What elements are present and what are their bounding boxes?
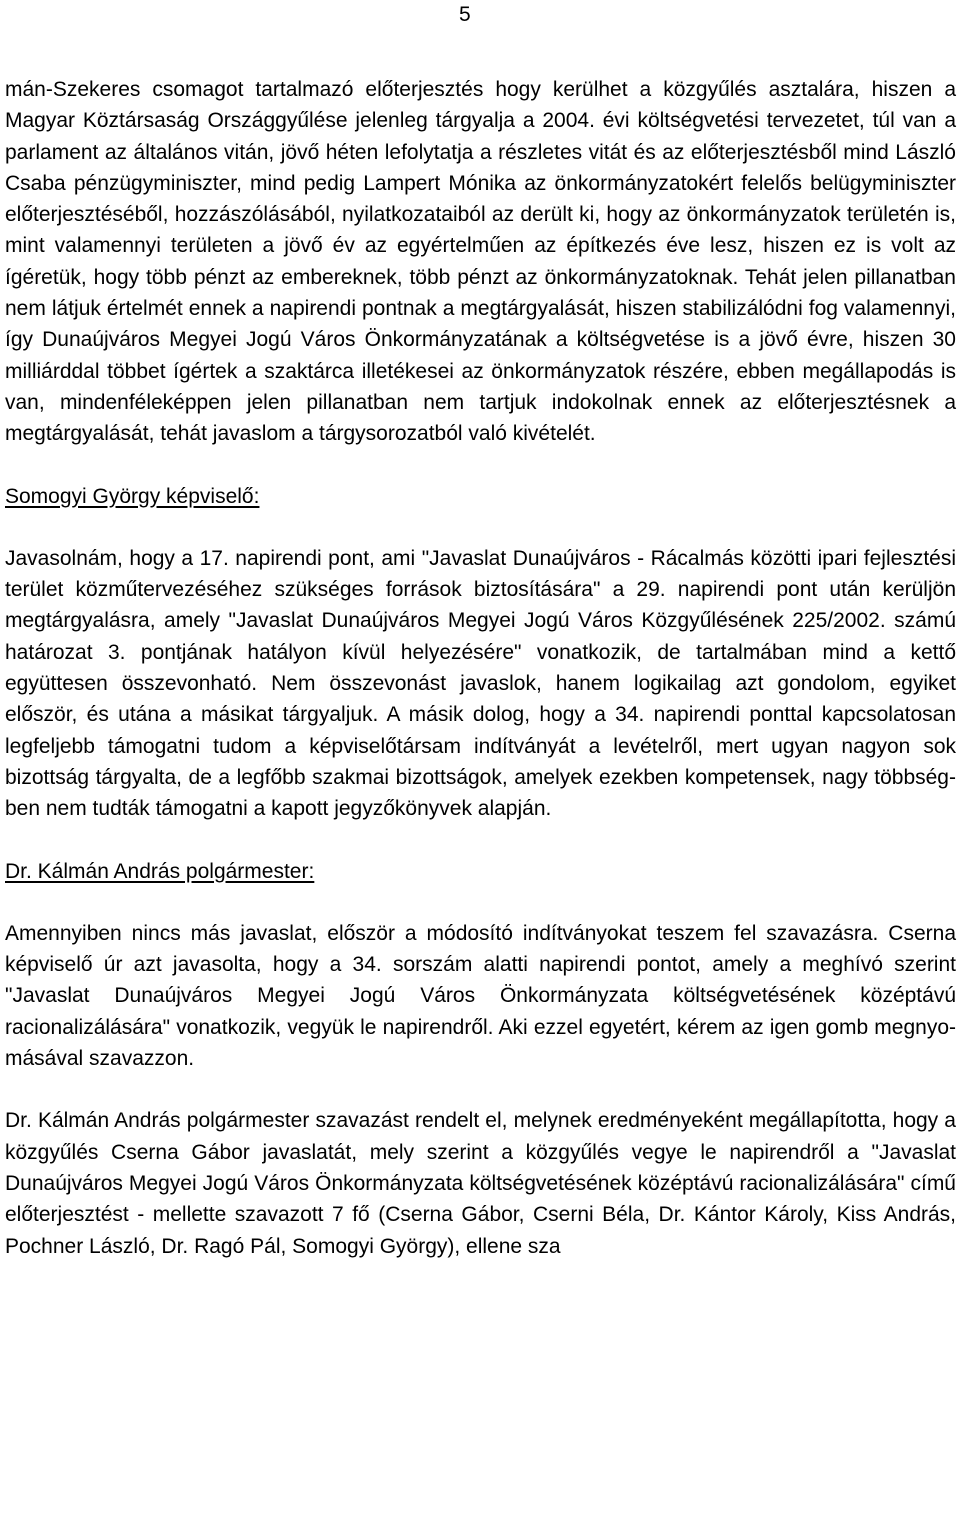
body-paragraph: Amennyiben nincs más javaslat, először a módosító indítványokat teszem fel szavazásra. Cserna képviselő úr azt javasolta, hogy a 34. sorszám alatti napirendi pontot, amely a meghívó szerint "Javaslat Dunaújváros Megyei Jogú Város Önkormányzata költségvetésének középtávú racionalizálására" vonatkozik, vegyük le napirendről. Aki ezzel egyetért, kérem az igen gomb megnyomásával szavazzon.: [5, 921, 956, 1071]
speaker-heading: [5, 856, 956, 887]
speaker-name: Somogyi György képviselő:: [5, 484, 260, 508]
speaker-name: Dr. Kálmán András polgármester:: [5, 859, 315, 883]
body-paragraph: Dr. Kálmán András polgármester szavazást rendelt el, melynek eredményeként megállapította, hogy a közgyűlés Cserna Gábor javaslatát, mely szerint a közgyűlés vegye le napirendről a "Javaslat Dunaújváros Megyei Jogú Város Önkormányzata költségvetésének középtávú racionalizálására" című előterjesztést - mellette szavazott 7 fő (Cserna Gábor, Cserni Béla, Dr. Kántor Károly, Kiss András, Pochner László, Dr. Ragó Pál, Somogyi György), ellene sza: [5, 1109, 956, 1258]
document-body: [5, 74, 956, 1262]
body-paragraph: Javasolnám, hogy a 17. napirendi pont, ami "Javaslat Dunaújváros - Rácalmás közötti ipari fejlesztési terület közműtervezéséhez szükséges források biztosítására" a 29. napirendi pont után kerüljön megtárgyalásra, amely "Javaslat Dunaújváros Megyei Jogú Város Közgyűlésének 225/2002. számú határozat 3. pontjának hatályon kívül helyezésére" vonatkozik, de tartalmában mind a kettő együttesen összevonható. Nem összevonást javaslok, hanem logikailag azt gondolom, egyiket először, és utána a másikat tárgyaljuk. A másik dolog, hogy a 34. napirendi ponttal kapcsolatosan legfeljebb támogatni tudom a képviselőtársam indítványát a levételről, mert ugyan nagyon sok bizottság tárgyalta, de a legfőbb szakmai bizottságok, amelyek ezekben kompetensek, nagy többségben nem tudták támogatni a kapott jegyzőkönyvek alapján.: [5, 546, 956, 821]
speaker-heading: [5, 481, 956, 512]
page-number: 5: [459, 3, 471, 26]
body-paragraph: mán-Szekeres csomagot tartalmazó előterjesztés hogy kerülhet a közgyűlés asztalára, hiszen a Magyar Köztársaság Országgyűlése jelenleg tárgyalja a 2004. évi költségvetési tervezetet, túl van a parlament az általános vitán, jövő héten lefolytatja a részletes vitát és az előterjesztésből mind László Csaba pénzügyminiszter, mind pedig Lampert Mónika az önkormányzatokért felelős belügyminiszter előterjesztéséből, hozzászólásából, nyilatkozataiból az derült ki, hogy az önkormányzatok területén is, mint valamennyi területen a jövő év az egyértelműen az építkezés éve lesz, hiszen ez is volt az ígéretük, hogy több pénzt az embereknek, több pénzt az önkormányzatoknak. Tehát jelen pillanatban nem látjuk értelmét ennek a napirendi pontnak a megtárgyalását, hiszen stabilizálódni fog valamennyi, így Dunaújváros Megyei Jogú Város Önkormányzatának a költségvetése is a jövő évre, hiszen 30 milliárddal többet ígértek a szaktárca illetékesei az önkormányzatok részére, ebben megállapodás is van, mindenféleképpen jelen pillanatban nem tartjuk indokolnak ennek az előterjesztésnek a megtárgyalását, tehát javaslom a tárgysorozatból való kivételét.: [5, 78, 956, 446]
